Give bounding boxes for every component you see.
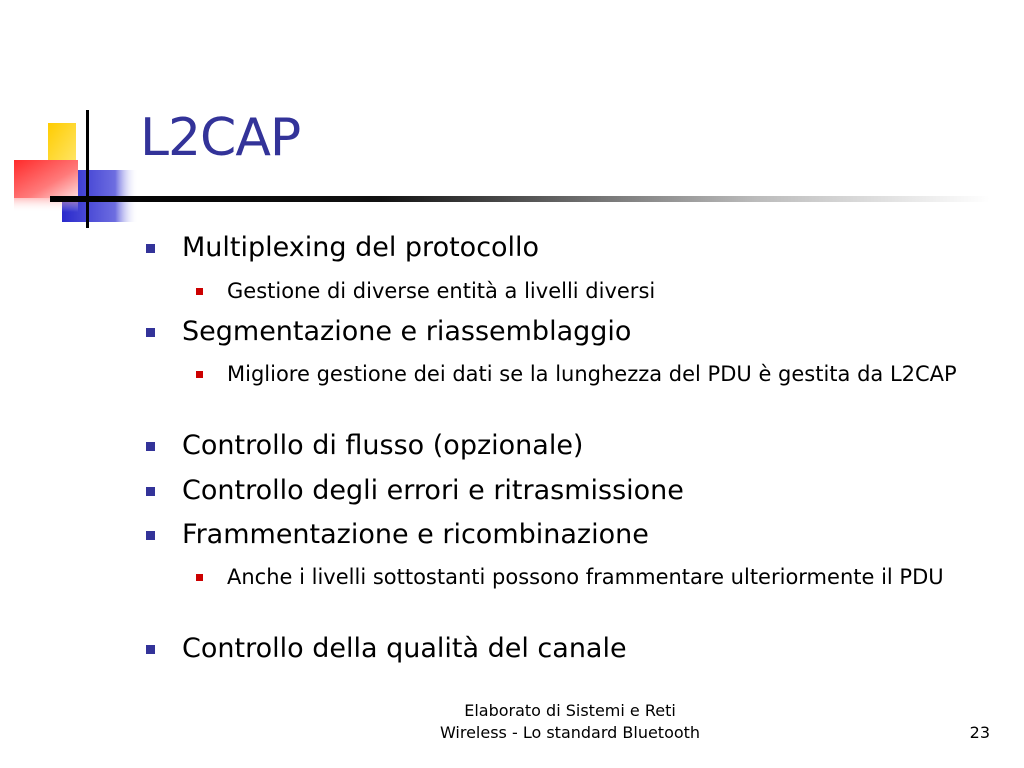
slide-title: L2CAP <box>140 108 301 168</box>
bullet-item-level1 <box>182 430 583 462</box>
bullet-item-level1 <box>182 232 539 264</box>
square-bullet-icon <box>146 442 155 451</box>
slide-footer <box>350 700 790 744</box>
bullet-text: Controllo di flusso (opzionale) <box>182 430 584 461</box>
bullet-item-level1 <box>182 475 684 507</box>
bullet-text: Multiplexing del protocollo <box>182 232 540 263</box>
bullet-text: Migliore gestione dei dati se la lunghezza del PDU è gestita da L2CAP <box>227 362 957 386</box>
bullet-text: Segmentazione e riassemblaggio <box>182 316 632 347</box>
square-bullet-icon <box>196 371 203 378</box>
footer-line-1: Elaborato di Sistemi e Reti <box>464 701 676 720</box>
bullet-text: Controllo della qualità del canale <box>182 633 627 664</box>
square-bullet-icon <box>146 487 155 496</box>
square-bullet-icon <box>146 328 155 337</box>
bullet-item-level1 <box>182 633 627 665</box>
bullet-item-level2 <box>227 277 655 305</box>
bullet-text: Frammentazione e ricombinazione <box>182 519 649 550</box>
bullet-text: Gestione di diverse entità a livelli diversi <box>227 279 656 303</box>
square-bullet-icon <box>146 244 155 253</box>
square-bullet-icon <box>196 574 203 581</box>
bullet-text: Controllo degli errori e ritrasmissione <box>182 475 684 506</box>
bullet-item-level1 <box>182 316 631 348</box>
footer-line-2: Wireless - Lo standard Bluetooth <box>439 723 701 742</box>
bullet-item-level2 <box>227 360 997 388</box>
square-bullet-icon <box>146 531 155 540</box>
page-number: 23 <box>969 723 990 742</box>
square-bullet-icon <box>146 645 155 654</box>
square-bullet-icon <box>196 288 203 295</box>
bullet-item-level2 <box>227 563 997 591</box>
bullet-item-level1 <box>182 519 649 551</box>
bullet-text: Anche i livelli sottostanti possono frammentare ulteriormente il PDU <box>227 565 944 589</box>
